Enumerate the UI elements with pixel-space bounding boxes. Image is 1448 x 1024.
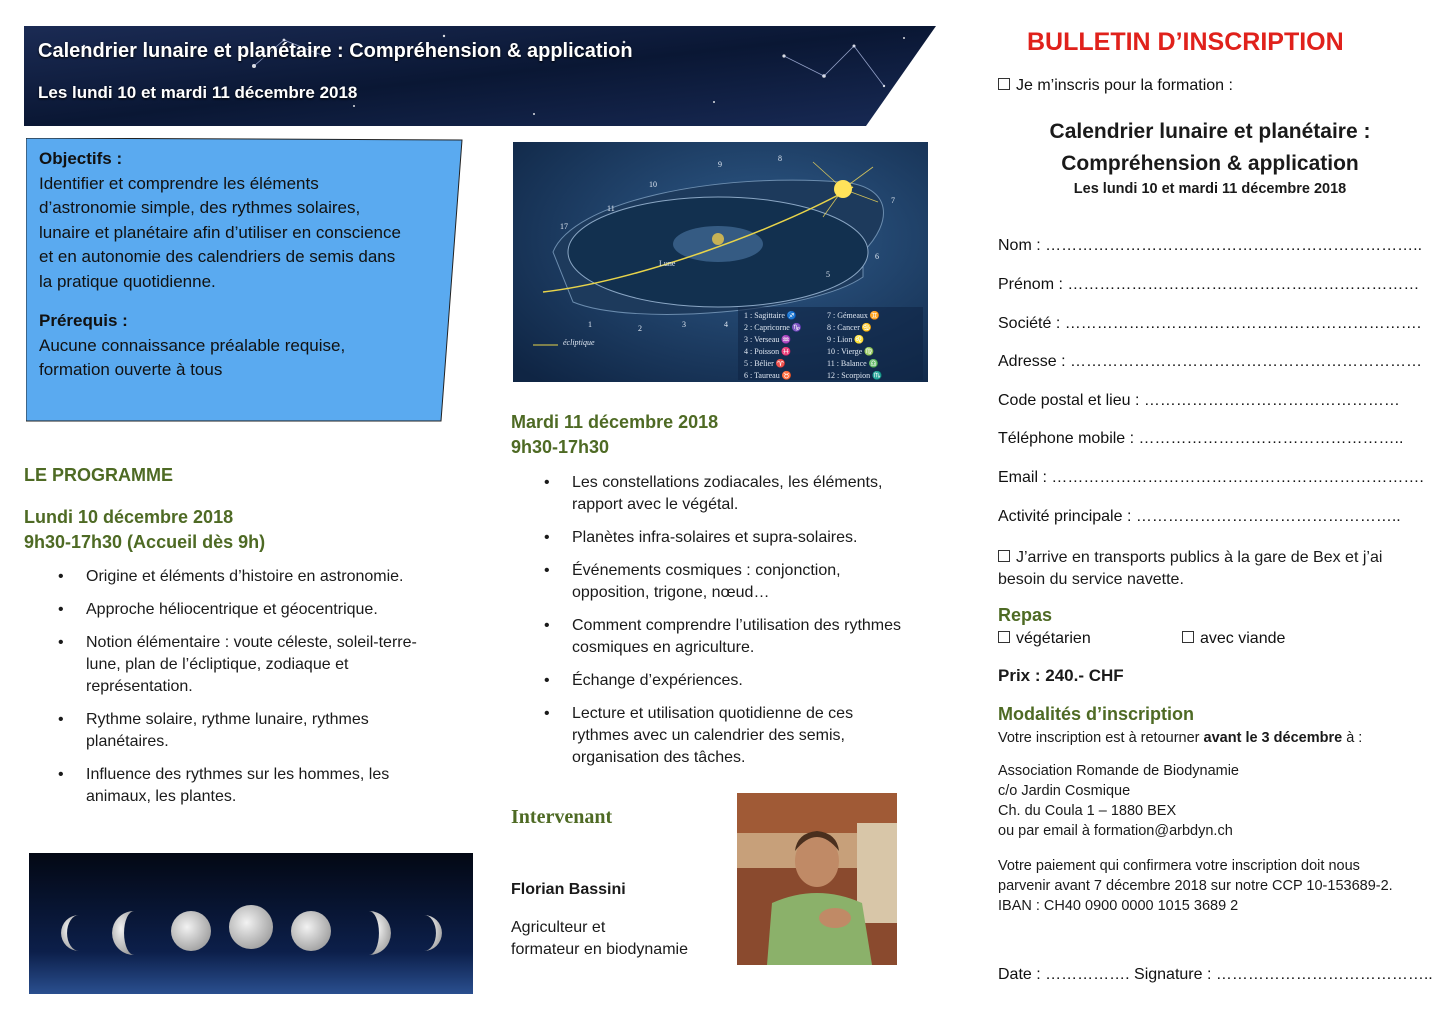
list-item: • Les constellations zodiacales, les éléments, rapport avec le végétal. <box>544 474 883 513</box>
zodiac-number: 5 <box>826 270 830 279</box>
firstname-field[interactable]: Prénom : ………………………………………………………… <box>998 276 1420 293</box>
day2-date: Mardi 11 décembre 2018 <box>511 412 719 432</box>
shuttle-option[interactable]: J’arrive en transports publics à la gare de Bex et j’ai besoin du service navette. <box>998 549 1383 588</box>
zodiac-number: 17 <box>560 222 568 231</box>
objectives-heading: Objectifs : <box>39 149 123 168</box>
list-item: • Approche héliocentrique et géocentrique. <box>58 601 378 618</box>
course-title: Calendrier lunaire et planétaire : Compréhension & application <box>1049 120 1371 175</box>
zodiac-number: 10 <box>649 180 657 189</box>
objectives-content <box>39 147 449 383</box>
list-item: • Lecture et utilisation quotidienne de ces rythmes avec un calendrier des semis, organisation des tâches. <box>544 705 854 766</box>
shuttle-checkbox[interactable] <box>998 550 1010 562</box>
company-field[interactable]: Société : …………………………………………………………. <box>998 315 1422 332</box>
list-item: • Comment comprendre l’utilisation des rythmes cosmiques en agriculture. <box>544 617 902 656</box>
speaker-role: Agriculteur et formateur en biodynamie <box>511 919 688 958</box>
speaker-heading: Intervenant <box>511 806 613 828</box>
day1-time: 9h30-17h30 (Accueil dès 9h) <box>24 532 266 552</box>
header-banner <box>24 26 936 126</box>
day1-heading <box>24 505 265 555</box>
day2-list <box>544 472 932 780</box>
zodiac-labels <box>513 142 928 382</box>
objectives-line: la pratique quotidienne. <box>39 271 216 291</box>
enroll-checkbox[interactable] <box>998 78 1010 90</box>
prereq-line: formation ouverte à tous <box>39 360 223 379</box>
zodiac-number: 7 <box>891 196 895 205</box>
list-item: • Origine et éléments d’histoire en astronomie. <box>58 568 404 585</box>
objectives-line: Identifier et comprendre les éléments <box>39 173 319 193</box>
zodiac-number: 3 <box>682 320 686 329</box>
banner-title: Calendrier lunaire et planétaire : Compréhension & application <box>38 40 633 62</box>
list-item: • Rythme solaire, rythme lunaire, rythmes planétaires. <box>58 711 369 750</box>
zodiac-number: 4 <box>724 320 728 329</box>
meal-meat-checkbox[interactable] <box>1182 631 1194 643</box>
moon-label: Lune <box>659 259 676 268</box>
list-item: • Échange d’expériences. <box>544 672 743 689</box>
course-dates: Les lundi 10 et mardi 11 décembre 2018 <box>1073 181 1347 197</box>
zodiac-number: 6 <box>875 252 879 261</box>
date-signature-field[interactable]: Date : ……………. Signature : ………………………………….. <box>998 966 1433 983</box>
name-field[interactable]: Nom : …………………………………………………………….. <box>998 237 1423 254</box>
objectives-line: lunaire et planétaire afin d’utiliser en conscience <box>39 222 401 242</box>
day2-time: 9h30-17h30 <box>511 437 610 457</box>
payment-info: Votre paiement qui confirmera votre inscription doit nous parvenir avant 7 décembre 2018 sur notre CCP 10-153689-2. IBAN : CH40 0900 0000 1015 3689 2 <box>998 858 1393 914</box>
zodiac-number: 11 <box>607 204 615 213</box>
meal-veg-option[interactable]: végétarien <box>998 630 1091 648</box>
list-item: • Influence des rythmes sur les hommes, les animaux, les plantes. <box>58 766 390 805</box>
postal-address: Association Romande de Biodynamie c/o Jardin Cosmique Ch. du Coula 1 – 1880 BEX ou par email à formation@arbdyn.ch <box>998 763 1239 839</box>
speaker-name: Florian Bassini <box>511 881 626 898</box>
address-field[interactable]: Adresse : ………………………………………………………… <box>998 353 1423 370</box>
zodiac-number: 1 <box>588 320 592 329</box>
enroll-option[interactable] <box>998 77 1233 95</box>
day1-date: Lundi 10 décembre 2018 <box>24 507 234 527</box>
day1-list <box>58 566 466 819</box>
price: Prix : 240.- CHF <box>998 666 1124 685</box>
objectives-line: et en autonomie des calendriers de semis dans <box>39 247 396 266</box>
postcode-city-field[interactable]: Code postal et lieu : ………………………………………… <box>998 392 1400 409</box>
email-field[interactable]: Email : ……………………………………………………………. <box>998 469 1424 486</box>
meal-veg-checkbox[interactable] <box>998 631 1010 643</box>
day2-heading <box>511 410 718 460</box>
list-item: • Événements cosmiques : conjonction, opposition, trigone, nœud… <box>544 562 841 601</box>
list-item: • Planètes infra-solaires et supra-solaires. <box>544 529 858 546</box>
moon-phases-image <box>29 853 473 994</box>
prereq-heading: Prérequis : <box>39 311 128 330</box>
zodiac-number: 2 <box>638 324 642 333</box>
enroll-label: Je m’inscris pour la formation : <box>1016 77 1233 94</box>
ecliptic-label: écliptique <box>563 338 595 347</box>
zodiac-legend-left: 1 : Sagittaire ♐ 2 : Capricorne ♑ 3 : Verseau ♒ 4 : Poisson ♓ 5 : Bélier ♈ 6 : Taureau ♉ <box>744 311 802 380</box>
registration-terms-heading: Modalités d’inscription <box>998 704 1195 724</box>
meal-heading: Repas <box>998 605 1053 625</box>
objectives-box <box>26 138 466 423</box>
registration-deadline: Votre inscription est à retourner avant le 3 décembre à : <box>998 730 1363 746</box>
zodiac-number: 9 <box>718 160 722 169</box>
zodiac-legend-right: 7 : Gémeaux ♊ 8 : Cancer ♋ 9 : Lion ♌ 10 : Vierge ♍ 11 : Balance ♎ 12 : Scorpion ♏ <box>827 311 883 380</box>
form-title: BULLETIN D’INSCRIPTION <box>1027 28 1344 56</box>
activity-field[interactable]: Activité principale : ………………………………………….. <box>998 508 1401 525</box>
objectives-line: d’astronomie simple, des rythmes solaires, <box>39 198 361 217</box>
speaker-photo <box>737 793 897 965</box>
banner-dates: Les lundi 10 et mardi 11 décembre 2018 <box>38 83 358 102</box>
list-item: • Notion élémentaire : voute céleste, soleil-terre- lune, plan de l’écliptique, zodiaque et représentation. <box>58 634 417 695</box>
prereq-line: Aucune connaissance préalable requise, <box>39 335 346 355</box>
programme-heading: LE PROGRAMME <box>24 465 174 485</box>
meal-meat-option[interactable]: avec viande <box>1182 630 1285 648</box>
zodiac-diagram <box>513 142 928 382</box>
mobile-field[interactable]: Téléphone mobile : ………………………………………….. <box>998 430 1404 447</box>
zodiac-number: 8 <box>778 154 782 163</box>
